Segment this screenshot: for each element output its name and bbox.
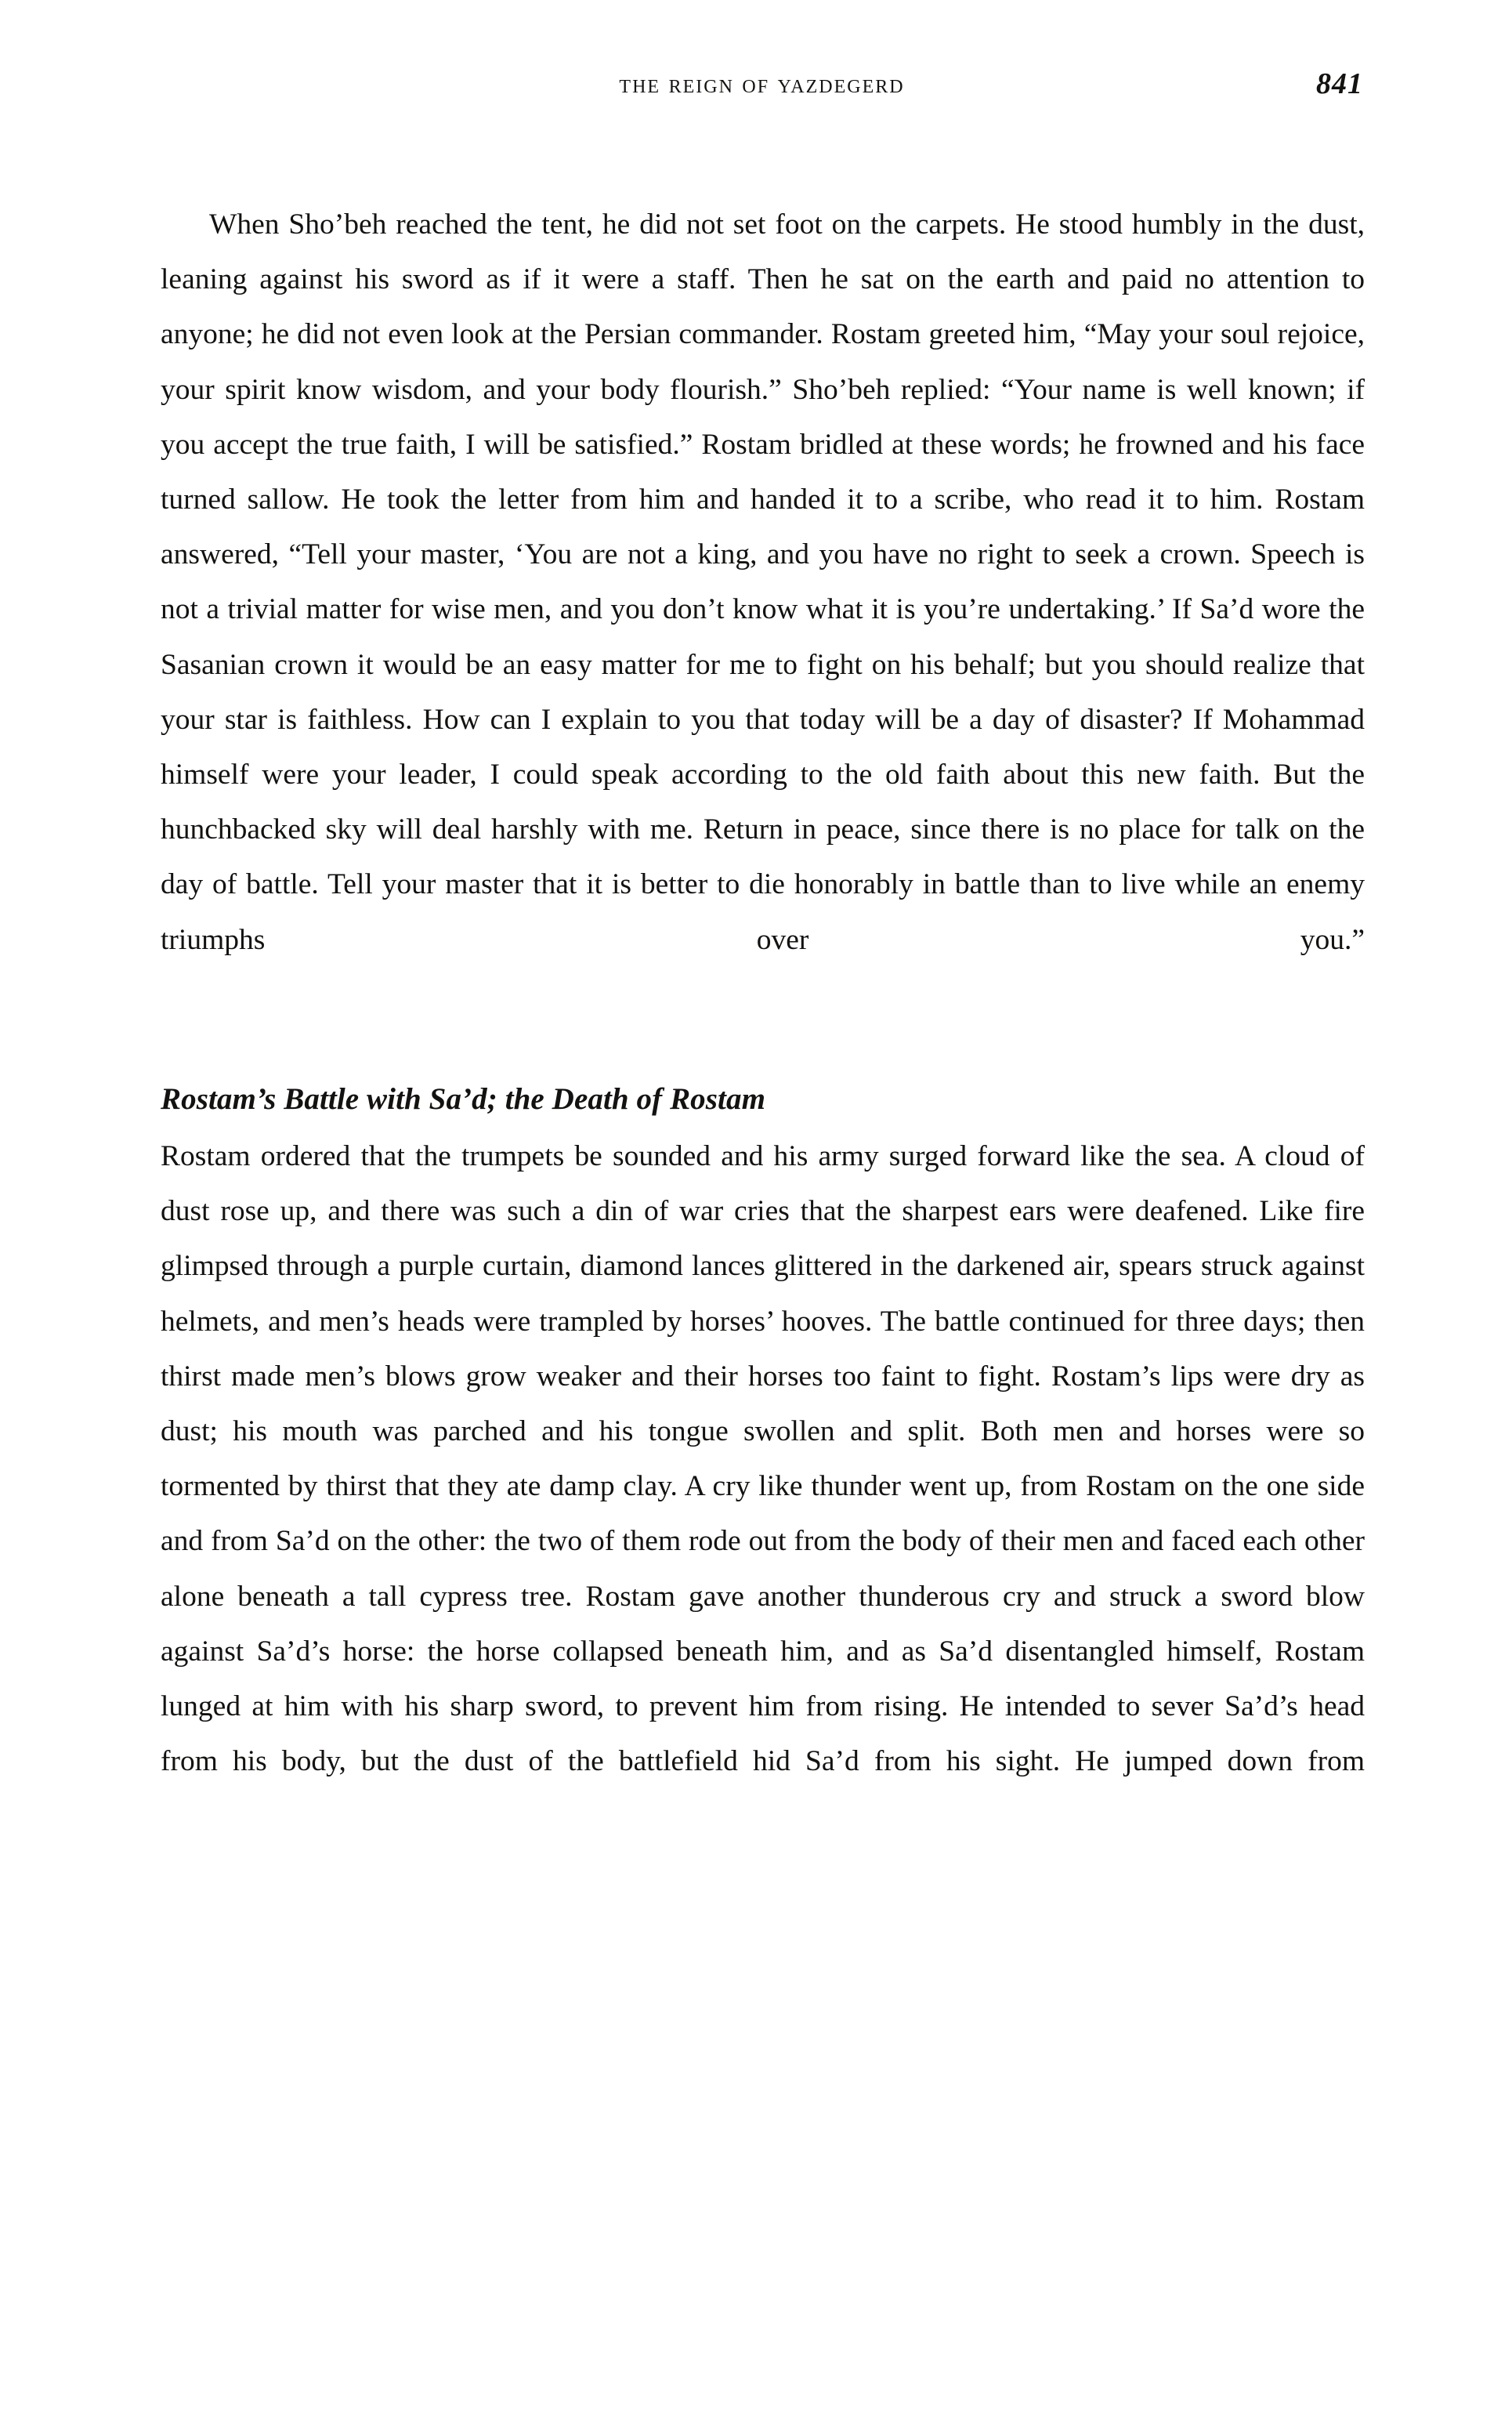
running-head xyxy=(161,67,1363,111)
page-number: 841 xyxy=(1316,67,1363,100)
paragraph-2: Rostam ordered that the trumpets be sounded and his army surged forward like the sea. A cloud of dust rose up, and there was such a din of war cries that the sharpest ears were deafened. Like fire glimpsed through a purple curtain, diamond lances glittered in the darkened air, spears struck against helmets, and men’s heads were trampled by horses’ hooves. The battle continued for three days; then thirst made men’s blows grow weaker and their horses too faint to fight. Rostam’s lips were dry as dust; his mouth was parched and his tongue swollen and split. Both men and horses were so tormented by thirst that they ate damp clay. A cry like thunder went up, from Rostam on the one side and from Sa’d on the other: the two of them rode out from the body of their men and faced each other alone beneath a tall cypress tree. Rostam gave another thunderous cry and struck a sword blow against Sa’d’s horse: the horse collapsed beneath him, and as Sa’d disentangled himself, Rostam lunged at him with his sharp sword, to prevent him from rising. He intended to sever Sa’d’s head from his body, but the dust of the battlefield hid Sa’d from his sight. He jumped down from xyxy=(161,1140,1365,1778)
running-title: the reign of yazdegerd xyxy=(619,70,905,99)
section-subheading: Rostam’s Battle with Sa’d; the Death of Rostam xyxy=(161,1082,766,1117)
paragraph-1: When Sho’beh reached the tent, he did not set foot on the carpets. He stood humbly in the dust, leaning against his sword as if it were a staff. Then he sat on the earth and paid no attention to anyone; he did not even look at the Persian commander. Rostam greeted him, “May your soul rejoice, your spirit know wisdom, and your body flourish.” Sho’beh replied: “Your name is well known; if you accept the true faith, I will be satisfied.” Rostam bridled at these words; he frowned and his face turned sallow. He took the letter from him and handed it to a scribe, who read it to him. Rostam answered, “Tell your master, ‘You are not a king, and you have no right to seek a crown. Speech is not a trivial matter for wise men, and you don’t know what it is you’re undertaking.’ If Sa’d wore the Sasanian crown it would be an easy matter for me to fight on his behalf; but you should realize that your star is faithless. How can I explain to you that today will be a day of disaster? If Mohammad himself were your leader, I could speak according to the old faith about this new faith. But the hunchbacked sky will deal harshly with me. Return in peace, since there is no place for talk on the day of battle. Tell your master that it is better to die honorably in battle than to live while an enemy triumphs over you.” xyxy=(161,208,1365,956)
text-block xyxy=(161,197,1365,1845)
subhead-spacer-above xyxy=(161,1023,1365,1074)
